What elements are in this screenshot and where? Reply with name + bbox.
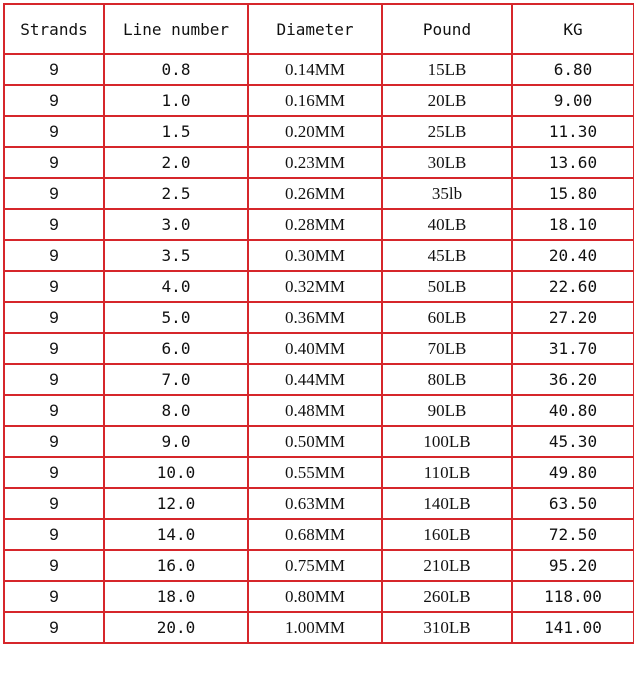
cell-strands: 9: [4, 550, 104, 581]
cell-pound: 80LB: [382, 364, 512, 395]
cell-strands: 9: [4, 240, 104, 271]
cell-strands: 9: [4, 178, 104, 209]
cell-pound: 310LB: [382, 612, 512, 643]
table-row: [4, 333, 634, 364]
cell-diameter: 0.36MM: [248, 302, 382, 333]
cell-diameter: 0.14MM: [248, 54, 382, 85]
table-row: [4, 395, 634, 426]
table-row: [4, 581, 634, 612]
cell-line-number: 2.0: [104, 147, 248, 178]
cell-pound: 25LB: [382, 116, 512, 147]
cell-diameter: 1.00MM: [248, 612, 382, 643]
table-row: [4, 550, 634, 581]
cell-strands: 9: [4, 209, 104, 240]
cell-strands: 9: [4, 364, 104, 395]
table-row: [4, 612, 634, 643]
cell-pound: 40LB: [382, 209, 512, 240]
cell-pound: 50LB: [382, 271, 512, 302]
cell-line-number: 18.0: [104, 581, 248, 612]
cell-line-number: 3.5: [104, 240, 248, 271]
cell-strands: 9: [4, 581, 104, 612]
cell-diameter: 0.68MM: [248, 519, 382, 550]
cell-pound: 140LB: [382, 488, 512, 519]
cell-diameter: 0.32MM: [248, 271, 382, 302]
cell-pound: 210LB: [382, 550, 512, 581]
cell-kg: 95.20: [512, 550, 634, 581]
cell-kg: 36.20: [512, 364, 634, 395]
cell-diameter: 0.23MM: [248, 147, 382, 178]
cell-line-number: 8.0: [104, 395, 248, 426]
table-row: [4, 271, 634, 302]
cell-pound: 30LB: [382, 147, 512, 178]
table-row: [4, 54, 634, 85]
cell-kg: 72.50: [512, 519, 634, 550]
cell-line-number: 7.0: [104, 364, 248, 395]
header-kg: KG: [512, 4, 634, 54]
cell-kg: 49.80: [512, 457, 634, 488]
cell-diameter: 0.50MM: [248, 426, 382, 457]
cell-strands: 9: [4, 85, 104, 116]
cell-strands: 9: [4, 612, 104, 643]
cell-diameter: 0.28MM: [248, 209, 382, 240]
table-row: [4, 85, 634, 116]
cell-kg: 9.00: [512, 85, 634, 116]
cell-strands: 9: [4, 302, 104, 333]
cell-strands: 9: [4, 147, 104, 178]
cell-kg: 63.50: [512, 488, 634, 519]
cell-pound: 160LB: [382, 519, 512, 550]
cell-pound: 100LB: [382, 426, 512, 457]
cell-strands: 9: [4, 457, 104, 488]
cell-diameter: 0.44MM: [248, 364, 382, 395]
cell-kg: 118.00: [512, 581, 634, 612]
cell-line-number: 4.0: [104, 271, 248, 302]
cell-line-number: 20.0: [104, 612, 248, 643]
table-row: [4, 457, 634, 488]
cell-strands: 9: [4, 54, 104, 85]
cell-strands: 9: [4, 116, 104, 147]
table-row: [4, 178, 634, 209]
cell-strands: 9: [4, 271, 104, 302]
header-diameter: Diameter: [248, 4, 382, 54]
cell-kg: 40.80: [512, 395, 634, 426]
header-line-number: Line number: [104, 4, 248, 54]
cell-line-number: 10.0: [104, 457, 248, 488]
cell-pound: 35lb: [382, 178, 512, 209]
table-row: [4, 116, 634, 147]
cell-pound: 15LB: [382, 54, 512, 85]
cell-pound: 45LB: [382, 240, 512, 271]
cell-kg: 27.20: [512, 302, 634, 333]
cell-line-number: 16.0: [104, 550, 248, 581]
cell-kg: 20.40: [512, 240, 634, 271]
cell-line-number: 6.0: [104, 333, 248, 364]
cell-line-number: 0.8: [104, 54, 248, 85]
cell-line-number: 1.0: [104, 85, 248, 116]
line-spec-table: [3, 3, 634, 644]
cell-kg: 45.30: [512, 426, 634, 457]
header-pound: Pound: [382, 4, 512, 54]
table-row: [4, 240, 634, 271]
cell-line-number: 9.0: [104, 426, 248, 457]
header-strands: Strands: [4, 4, 104, 54]
cell-pound: 60LB: [382, 302, 512, 333]
cell-diameter: 0.26MM: [248, 178, 382, 209]
table-header: [4, 4, 634, 54]
cell-kg: 18.10: [512, 209, 634, 240]
cell-line-number: 2.5: [104, 178, 248, 209]
cell-strands: 9: [4, 426, 104, 457]
table-row: [4, 488, 634, 519]
cell-kg: 31.70: [512, 333, 634, 364]
cell-line-number: 14.0: [104, 519, 248, 550]
cell-diameter: 0.80MM: [248, 581, 382, 612]
cell-pound: 90LB: [382, 395, 512, 426]
table-row: [4, 519, 634, 550]
cell-pound: 20LB: [382, 85, 512, 116]
cell-line-number: 3.0: [104, 209, 248, 240]
table-row: [4, 147, 634, 178]
table-row: [4, 302, 634, 333]
cell-diameter: 0.20MM: [248, 116, 382, 147]
cell-pound: 110LB: [382, 457, 512, 488]
cell-diameter: 0.75MM: [248, 550, 382, 581]
cell-line-number: 5.0: [104, 302, 248, 333]
header-row: [4, 4, 634, 54]
cell-kg: 13.60: [512, 147, 634, 178]
cell-diameter: 0.55MM: [248, 457, 382, 488]
cell-line-number: 12.0: [104, 488, 248, 519]
cell-diameter: 0.40MM: [248, 333, 382, 364]
cell-strands: 9: [4, 519, 104, 550]
cell-kg: 15.80: [512, 178, 634, 209]
cell-kg: 11.30: [512, 116, 634, 147]
cell-diameter: 0.48MM: [248, 395, 382, 426]
table-row: [4, 209, 634, 240]
cell-diameter: 0.30MM: [248, 240, 382, 271]
cell-strands: 9: [4, 395, 104, 426]
cell-pound: 70LB: [382, 333, 512, 364]
cell-kg: 141.00: [512, 612, 634, 643]
cell-kg: 6.80: [512, 54, 634, 85]
table-row: [4, 426, 634, 457]
cell-pound: 260LB: [382, 581, 512, 612]
cell-strands: 9: [4, 333, 104, 364]
table-body: [4, 54, 634, 643]
cell-line-number: 1.5: [104, 116, 248, 147]
cell-diameter: 0.63MM: [248, 488, 382, 519]
table-row: [4, 364, 634, 395]
cell-kg: 22.60: [512, 271, 634, 302]
cell-strands: 9: [4, 488, 104, 519]
cell-diameter: 0.16MM: [248, 85, 382, 116]
